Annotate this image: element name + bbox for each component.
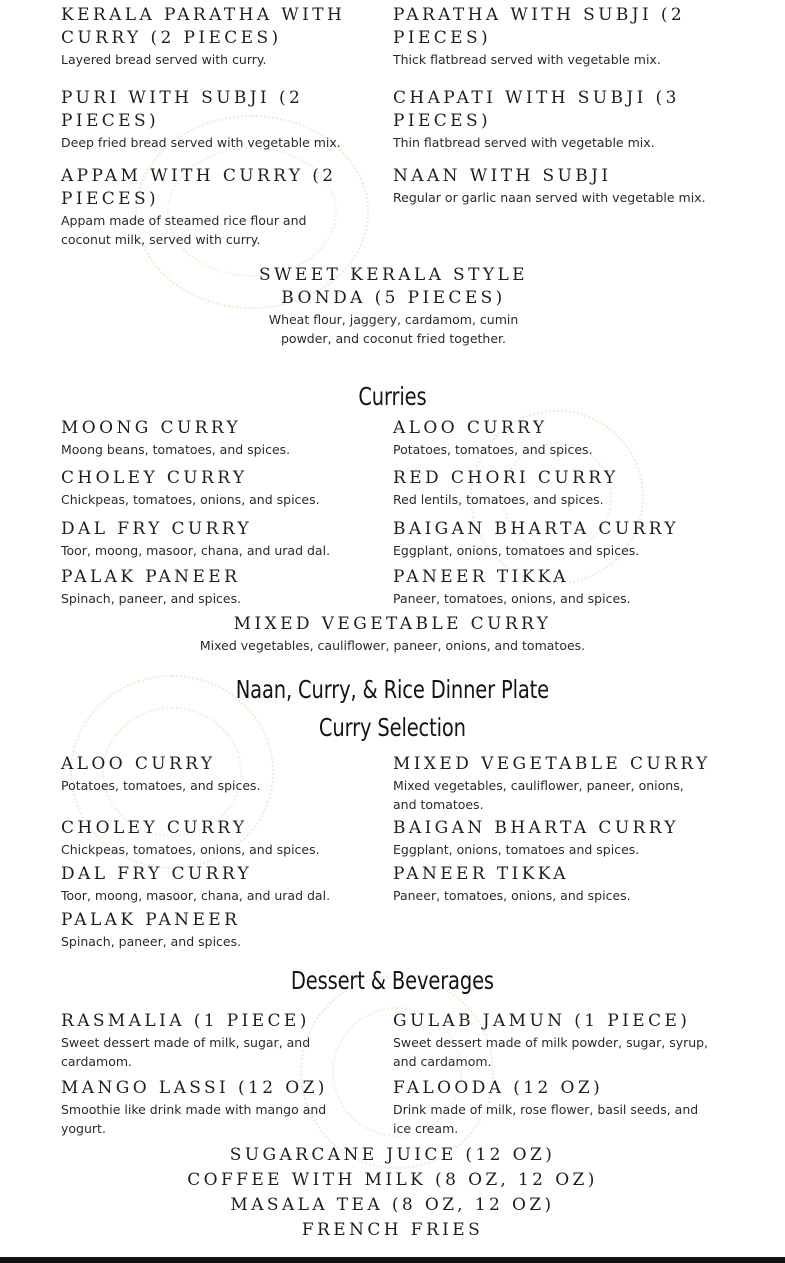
mandala-watermark <box>300 975 494 1169</box>
item-description: Red lentils, tomatoes, and spices. <box>393 492 604 507</box>
menu-item <box>61 909 386 951</box>
menu-item <box>61 467 386 509</box>
menu-item <box>393 566 733 608</box>
item-description: Wheat flour, jaggery, cardamom, cumin powder, and coconut fried together. <box>268 312 519 346</box>
item-name: PANEER TIKKA <box>393 567 569 587</box>
item-name: SWEET KERALA STYLE BONDA (5 PIECES) <box>259 265 528 308</box>
item-name: PANEER TIKKA <box>393 864 569 884</box>
item-name: MOONG CURRY <box>61 418 242 438</box>
item-description: Toor, moong, masoor, chana, and urad dal. <box>61 888 331 903</box>
item-name: KERALA PARATHA WITH CURRY (2 PIECES) <box>61 5 346 48</box>
item-name: MANGO LASSI (12 OZ) <box>61 1078 328 1098</box>
item-description: Layered bread served with curry. <box>61 52 267 67</box>
menu-item <box>393 467 733 509</box>
menu-item <box>393 165 733 207</box>
section-heading-curries: Curries <box>358 382 427 411</box>
menu-item <box>393 753 738 814</box>
menu-item <box>393 417 733 459</box>
menu-item <box>61 863 386 905</box>
item-description: Potatoes, tomatoes, and spices. <box>61 778 261 793</box>
menu-item <box>112 613 673 655</box>
item-name: RASMALIA (1 PIECE) <box>61 1011 310 1031</box>
menu-item <box>393 1077 733 1138</box>
menu-item <box>242 264 545 348</box>
item-description: Eggplant, onions, tomatoes and spices. <box>393 543 640 558</box>
item-name: CHOLEY CURRY <box>61 468 248 488</box>
item-name: DAL FRY CURRY <box>61 864 253 884</box>
item-description: Thin flatbread served with vegetable mix. <box>393 135 655 150</box>
item-description: Spinach, paneer, and spices. <box>61 934 242 949</box>
item-name: APPAM WITH CURRY (2 PIECES) <box>61 166 337 209</box>
item-name: PARATHA WITH SUBJI (2 PIECES) <box>393 5 686 48</box>
item-name: ALOO CURRY <box>393 418 548 438</box>
item-name: DAL FRY CURRY <box>61 519 253 539</box>
item-description: Sweet dessert made of milk powder, sugar, syrup, and cardamom. <box>393 1035 709 1069</box>
item-description: Moong beans, tomatoes, and spices. <box>61 442 291 457</box>
item-description: Mixed vegetables, cauliflower, paneer, onions, and tomatoes. <box>199 638 586 653</box>
section-subheading-curry-selection: Curry Selection <box>318 713 466 742</box>
item-description: Appam made of steamed rice flour and coconut milk, served with curry. <box>61 213 307 247</box>
item-description: Chickpeas, tomatoes, onions, and spices. <box>61 492 320 507</box>
menu-item <box>61 4 381 69</box>
item-name: PALAK PANEER <box>61 567 241 587</box>
item-name: NAAN WITH SUBJI <box>393 166 612 186</box>
menu-item <box>61 165 366 249</box>
menu-item <box>393 817 733 859</box>
drink-item: MASALA TEA (8 OZ, 12 OZ) <box>230 1195 555 1215</box>
item-name: BAIGAN BHARTA CURRY <box>393 519 680 539</box>
item-description: Thick flatbread served with vegetable mix. <box>393 52 661 67</box>
item-name: GULAB JAMUN (1 PIECE) <box>393 1011 691 1031</box>
item-name: PALAK PANEER <box>61 910 241 930</box>
menu-item <box>61 753 386 795</box>
menu-item <box>393 863 733 905</box>
item-name: CHAPATI WITH SUBJI (3 PIECES) <box>393 88 680 131</box>
item-description: Potatoes, tomatoes, and spices. <box>393 442 593 457</box>
section-heading-dessert-beverages: Dessert & Beverages <box>290 966 494 995</box>
item-name: CHOLEY CURRY <box>61 818 248 838</box>
item-description: Eggplant, onions, tomatoes and spices. <box>393 842 640 857</box>
menu-item <box>61 87 386 152</box>
item-description: Deep fried bread served with vegetable mix. <box>61 135 341 150</box>
menu-item <box>393 518 733 560</box>
item-name: FALOODA (12 OZ) <box>393 1078 604 1098</box>
item-name: MIXED VEGETABLE CURRY <box>233 614 552 634</box>
item-description: Sweet dessert made of milk, sugar, and cardamom. <box>61 1035 311 1069</box>
menu-item <box>393 1010 733 1071</box>
menu-item <box>61 566 386 608</box>
menu-item <box>393 87 723 152</box>
item-description: Paneer, tomatoes, onions, and spices. <box>393 591 631 606</box>
section-heading-dinner-plate: Naan, Curry, & Rice Dinner Plate <box>235 675 550 704</box>
menu-item <box>61 1010 361 1071</box>
item-name: ALOO CURRY <box>61 754 216 774</box>
menu-item <box>61 417 386 459</box>
drink-item: FRENCH FRIES <box>301 1220 484 1240</box>
item-description: Spinach, paneer, and spices. <box>61 591 242 606</box>
item-name: BAIGAN BHARTA CURRY <box>393 818 680 838</box>
menu-item <box>61 518 386 560</box>
item-description: Toor, moong, masoor, chana, and urad dal. <box>61 543 331 558</box>
bottom-border <box>0 1257 785 1263</box>
item-description: Drink made of milk, rose flower, basil seeds, and ice cream. <box>393 1102 699 1136</box>
menu-item <box>61 817 386 859</box>
item-description: Mixed vegetables, cauliflower, paneer, onions, and tomatoes. <box>393 778 684 812</box>
drink-item: COFFEE WITH MILK (8 OZ, 12 OZ) <box>187 1170 598 1190</box>
item-name: RED CHORI CURRY <box>393 468 619 488</box>
item-description: Paneer, tomatoes, onions, and spices. <box>393 888 631 903</box>
item-description: Regular or garlic naan served with vegetable mix. <box>393 190 706 205</box>
item-name: PURI WITH SUBJI (2 PIECES) <box>61 88 304 131</box>
item-description: Chickpeas, tomatoes, onions, and spices. <box>61 842 320 857</box>
item-name: MIXED VEGETABLE CURRY <box>393 754 711 774</box>
menu-item <box>61 1077 371 1138</box>
menu-item <box>393 4 733 69</box>
item-description: Smoothie like drink made with mango and yogurt. <box>61 1102 327 1136</box>
drink-item: SUGARCANE JUICE (12 OZ) <box>229 1145 556 1165</box>
